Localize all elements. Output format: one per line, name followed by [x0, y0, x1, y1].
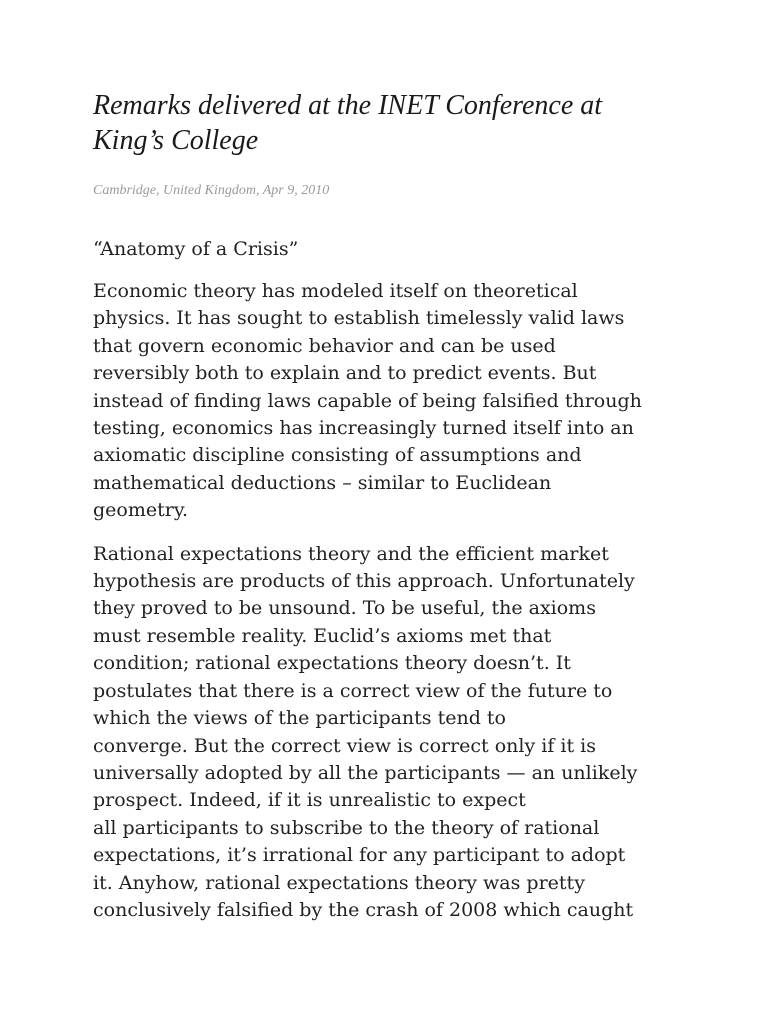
title-line: King’s College [93, 125, 259, 156]
text-line: postulates that there is a correct view of the future to [93, 679, 613, 702]
text-line: Rational expectations theory and the efficient market [93, 542, 609, 565]
speech-subtitle: “Anatomy of a Crisis” [93, 238, 299, 260]
title-line: Remarks delivered at the INET Conference at [93, 90, 603, 121]
document-page [93, 88, 683, 924]
text-line: must resemble reality. Euclid’s axioms met that [93, 624, 552, 647]
text-line: instead of finding laws capable of being falsified through [93, 389, 642, 412]
text-line: physics. It has sought to establish timelessly valid laws [93, 307, 625, 330]
text-line: geometry. [93, 499, 189, 522]
text-line: expectations, it’s irrational for any participant to adopt [93, 844, 626, 867]
text-line: reversibly both to explain and to predict events. But [93, 362, 597, 385]
text-line: all participants to subscribe to the theory of rational [93, 816, 600, 839]
text-line: universally adopted by all the participants — an unlikely [93, 761, 638, 784]
text-line: condition; rational expectations theory doesn’t. It [93, 652, 571, 675]
text-line: that govern economic behavior and can be used [93, 334, 556, 357]
text-line: prospect. Indeed, if it is unrealistic to expect [93, 789, 526, 812]
paragraph-1 [93, 278, 683, 525]
text-line: they proved to be unsound. To be useful, the axioms [93, 597, 596, 620]
text-line: axiomatic discipline consisting of assumptions and [93, 444, 582, 467]
text-line: conclusively falsified by the crash of 2008 which caught [93, 898, 634, 921]
text-line: Economic theory has modeled itself on theoretical [93, 280, 578, 302]
text-line: which the views of the participants tend to [93, 707, 506, 730]
text-line: testing, economics has increasingly turned itself into an [93, 417, 634, 440]
dateline: Cambridge, United Kingdom, Apr 9, 2010 [93, 183, 330, 198]
text-line: mathematical deductions – similar to Euclidean [93, 471, 552, 494]
text-line: hypothesis are products of this approach. Unfortunately [93, 570, 635, 593]
text-line: converge. But the correct view is correct only if it is [93, 734, 596, 757]
text-line: it. Anyhow, rational expectations theory was pretty [93, 871, 585, 894]
page-title [93, 88, 683, 158]
paragraph-2 [93, 541, 683, 925]
